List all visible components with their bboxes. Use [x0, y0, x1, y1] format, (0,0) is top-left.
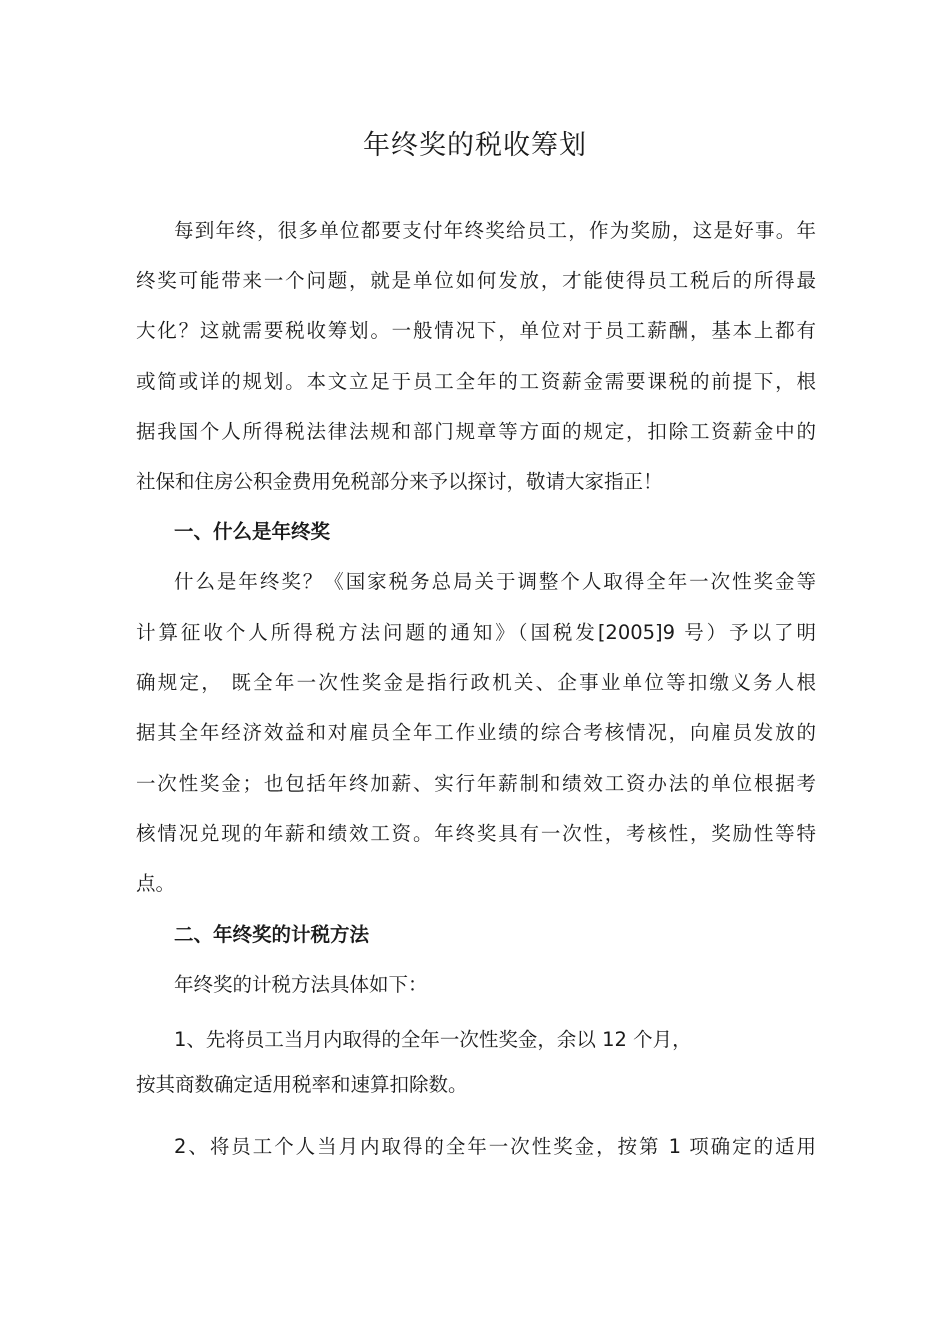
intro-line: 终奖可能带来一个问题，就是单位如何发放，才能使得员工税后的所得最 — [136, 269, 816, 292]
list-item-line: 按其商数确定适用税率和速算扣除数。 — [136, 1073, 468, 1096]
section2-intro: 年终奖的计税方法具体如下： — [174, 973, 428, 996]
section1-line: 计算征收个人所得税方法问题的通知》（国税发[2005]9 号）予以了明 — [136, 621, 816, 644]
list-item-line: 1、先将员工当月内取得的全年一次性奖金，余以 12 个月， — [174, 1028, 692, 1051]
section1-line: 什么是年终奖？《国家税务总局关于调整个人取得全年一次性奖金等 — [174, 570, 816, 593]
section1-line: 核情况兑现的年薪和绩效工资。年终奖具有一次性，考核性，奖励性等特 — [136, 822, 816, 845]
intro-line: 或简或详的规划。本文立足于员工全年的工资薪金需要课税的前提下，根 — [136, 370, 816, 393]
intro-line: 据我国个人所得税法律法规和部门规章等方面的规定，扣除工资薪金中的 — [136, 420, 816, 443]
section1-line: 一次性奖金；也包括年终加薪、实行年薪制和绩效工资办法的单位根据考 — [136, 772, 816, 795]
section1-line: 确规定， 既全年一次性奖金是指行政机关、企事业单位等扣缴义务人根 — [136, 671, 816, 694]
intro-line: 每到年终，很多单位都要支付年终奖给员工，作为奖励，这是好事。年 — [174, 219, 816, 242]
list-item-line: 2、将员工个人当月内取得的全年一次性奖金，按第 1 项确定的适用 — [174, 1135, 816, 1158]
section1-line: 点。 — [136, 872, 176, 895]
section-heading: 二、年终奖的计税方法 — [174, 923, 370, 946]
intro-line: 社保和住房公积金费用免税部分来予以探讨，敬请大家指正！ — [136, 470, 663, 493]
section-heading: 一、什么是年终奖 — [174, 520, 331, 543]
document-title: 年终奖的税收筹划 — [363, 130, 587, 161]
section1-line: 据其全年经济效益和对雇员全年工作业绩的综合考核情况，向雇员发放的 — [136, 721, 816, 744]
intro-line: 大化？这就需要税收筹划。一般情况下，单位对于员工薪酬，基本上都有 — [136, 319, 816, 342]
